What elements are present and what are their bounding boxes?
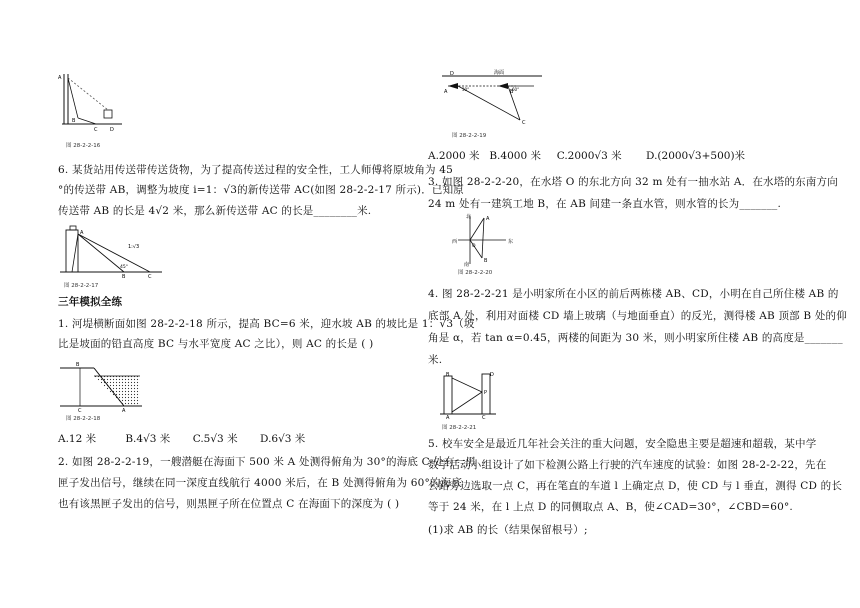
figure-28-2-2-18: [58, 360, 188, 412]
fig21-caption: 图 28-2-2-21: [442, 425, 477, 431]
fig20-caption: 图 28-2-2-20: [458, 270, 493, 276]
q4-line2: 底部 A 处，利用对面楼 CD 墙上玻璃（与地面垂直）的反光，测得楼 AB 顶部 B 处的仰: [428, 310, 847, 322]
fig19-label-a: A: [444, 89, 448, 95]
q1-option-d[interactable]: D.6√3 米: [260, 433, 306, 445]
fig16-label-b: B: [72, 118, 76, 124]
q6-line3: 传送带 AB 的长是 4√2 米，那么新传送带 AC 的长是________米.: [58, 205, 372, 217]
q2-line2: 匣子发出信号，继续在同一深度直线航行 4000 米后，在 B 处测得俯角为 60°的海底: [58, 477, 463, 489]
q1-option-a[interactable]: A.12 米: [58, 433, 97, 445]
fig19-label-d: D: [450, 71, 454, 77]
q2-line3: 也有该黑匣子发出的信号，则黑匣子所在位置点 C 在海面下的深度为 ( ): [58, 498, 400, 510]
q2-option-d[interactable]: D.(2000√3+500)米: [646, 150, 746, 162]
q3-line1: 3. 如图 28-2-2-20，在水塔 O 的东北方向 32 m 处有一抽水站 A．在水塔的东南方向: [428, 176, 838, 188]
q4-line4: 米.: [428, 354, 443, 366]
fig20-label-b: B: [484, 258, 488, 264]
fig16-label-a: A: [58, 75, 62, 81]
fig18-label-a: A: [122, 408, 126, 414]
q1-line2: 比是坡面的铅直高度 BC 与水平宽度 AC 之比），则 AC 的长是 ( ): [58, 338, 374, 350]
fig16-label-c: C: [94, 127, 98, 133]
q5-line2: 数学活动小组设计了如下检测公路上行驶的汽车速度的试验：如图 28-2-2-22，先在: [428, 459, 827, 471]
q6-line2a: °的传送带 AB，调整为坡度 i=1：: [58, 184, 224, 196]
q5-line1: 5. 校车安全是最近几年社会关注的重大问题，安全隐患主要是超速和超载，某中学: [428, 438, 817, 450]
q4-line3: 角是 α，若 tan α=0.45，两楼的间距为 30 米，则小明家所住楼 AB 的高度是_______: [428, 332, 843, 344]
q6-line1: 6. 某货站用传送带传送货物，为了提高传送过程的安全性，工人师傅将原坡角为 45: [58, 164, 454, 176]
section-title: 三年模拟全练: [58, 296, 123, 308]
figure-28-2-2-16: [58, 70, 128, 132]
figure-28-2-2-20: [448, 212, 518, 268]
fig21-label-p: P: [484, 390, 488, 396]
fig20-west: 西: [452, 239, 458, 245]
figure-28-2-2-19: [442, 66, 552, 126]
q4-line1: 4. 图 28-2-2-21 是小明家所在小区的前后两栋楼 AB、CD，小明在自己所住楼 AB 的: [428, 288, 839, 300]
fig21-label-d: D: [490, 372, 494, 378]
q1-options: [58, 431, 324, 446]
fig20-label-o: O: [472, 244, 476, 249]
q2-option-b[interactable]: B.4000 米: [489, 150, 541, 162]
q1-option-b[interactable]: B.4√3 米: [125, 433, 171, 445]
fig16-caption: 图 28-2-2-16: [66, 143, 101, 149]
q1-option-c[interactable]: C.5√3 米: [192, 433, 238, 445]
q5-line3: 公路旁边选取一点 C，再在笔直的车道 l 上确定点 D，使 CD 与 l 垂直，测得 CD 的长: [428, 480, 843, 492]
fig19-label-c: C: [522, 120, 526, 126]
fig21-label-a: A: [446, 415, 450, 421]
figure-28-2-2-17: [58, 226, 168, 280]
fig17-label-c: C: [148, 274, 152, 280]
q2-option-a[interactable]: A.2000 米: [428, 150, 480, 162]
fig16-label-d: D: [110, 127, 114, 133]
fig21-label-b: B: [446, 372, 450, 378]
fig20-label-a: A: [486, 216, 490, 222]
q1-line1: 1. 河堤横断面如图 28-2-2-18 所示，提高 BC=6 米，迎水坡 AB 的坡比是 1：√3（坡: [58, 318, 475, 330]
fig19-angle-30: 30°: [462, 87, 470, 92]
q2-option-c[interactable]: C.2000√3 米: [556, 150, 622, 162]
q2-line1: 2. 如图 28-2-2-19，一艘潜艇在海面下 500 米 A 处测得俯角为 30°的海底 C 处有一黑: [58, 456, 477, 468]
fig18-label-b: B: [76, 362, 80, 368]
fig19-caption: 图 28-2-2-19: [452, 133, 487, 139]
fig17-label-b: B: [122, 274, 126, 280]
fig17-caption: 图 28-2-2-17: [64, 283, 99, 289]
figure-28-2-2-21: [438, 372, 498, 420]
q5-line4: 等于 24 米，在 l 上点 D 的同侧取点 A、B，使∠CAD=30°，∠CBD=60°.: [428, 501, 793, 513]
q6-sqrt: √3: [223, 184, 238, 196]
q6-line2: [58, 180, 464, 200]
fig17-angle: 45°: [120, 265, 128, 270]
fig19-label-b: B: [510, 89, 514, 95]
fig18-caption: 图 28-2-2-18: [66, 416, 101, 422]
q3-line2: 24 m 处有一建筑工地 B，在 AB 间建一条直水管，则水管的长为_______.: [428, 198, 782, 210]
q2-options: [428, 148, 776, 163]
fig20-south: 南: [464, 262, 470, 268]
q5-line5: (1)求 AB 的长（结果保留根号）;: [428, 524, 588, 536]
fig19-angle-60: 60°: [512, 87, 520, 92]
fig19-sea-label: 海面: [494, 70, 505, 76]
fig21-label-c: C: [482, 415, 486, 421]
fig20-east: 东: [508, 239, 514, 245]
q6-line2c: 的新传送带 AC(如图 28-2-2-17 所示)．已知原: [237, 184, 465, 196]
fig17-slope: 1:√3: [128, 244, 140, 250]
fig17-label-a: A: [80, 230, 84, 236]
fig20-north: 北: [466, 214, 472, 220]
fig18-label-c: C: [78, 408, 82, 414]
